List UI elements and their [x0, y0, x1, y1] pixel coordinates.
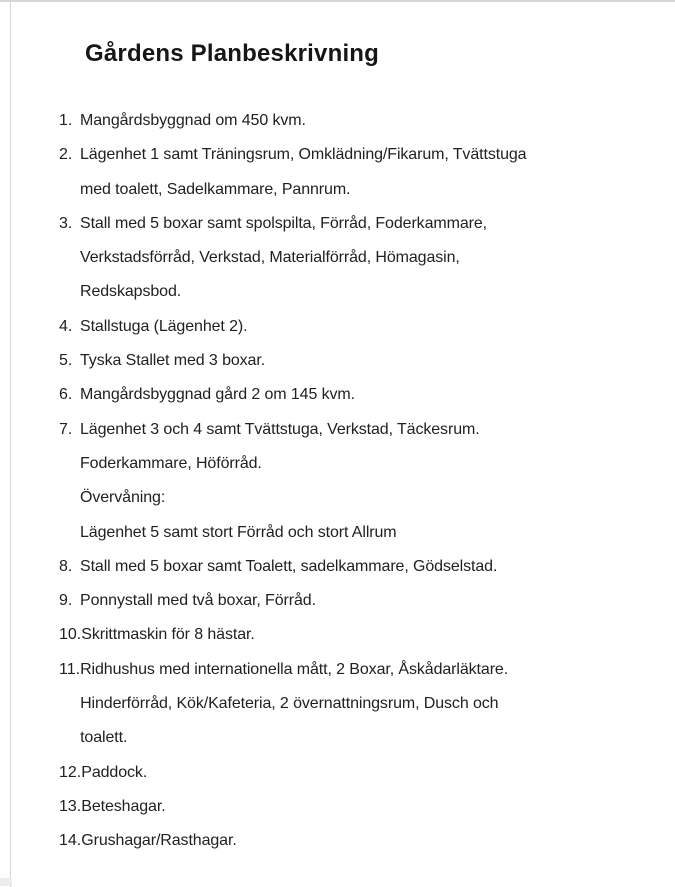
page-corner-mark: [0, 878, 12, 886]
list-item-text: [80, 378, 655, 412]
list-item-line: Paddock.: [81, 763, 148, 781]
list-item-number: 5.: [59, 352, 73, 370]
list-item-text: [81, 824, 655, 858]
list-item: [59, 344, 655, 378]
list-item-line: Stall med 5 boxar samt Toalett, sadelkammare, Gödselstad.: [80, 557, 498, 575]
list-item-number: 2.: [59, 146, 73, 164]
list-item-text: [80, 550, 655, 584]
list-item-line: Mangårdsbyggnad om 450 kvm.: [80, 112, 306, 129]
list-item: [59, 378, 655, 412]
list-item-line: Grushagar/Rasthagar.: [81, 832, 237, 850]
list-item-number: 9.: [59, 592, 73, 610]
list-item-number: 3.: [59, 214, 73, 232]
list-item-line: Foderkammare, Höförråd.: [80, 454, 262, 472]
list-item-number: 7.: [59, 420, 73, 438]
list-item-text: [80, 653, 655, 756]
list-item-number: 6.: [59, 386, 73, 404]
list-item-line: Lägenhet 1 samt Träningsrum, Omklädning/Fikarum, Tvättstuga: [80, 146, 527, 164]
list-item: [59, 550, 655, 584]
list-item: [59, 790, 655, 824]
list-item-number: 4.: [59, 317, 73, 335]
list-item-line: Stallstuga (Lägenhet 2).: [80, 317, 248, 335]
list-item-number: 13.: [59, 797, 82, 815]
list-item-line: Tyska Stallet med 3 boxar.: [80, 352, 266, 370]
list-item-number: 1.: [59, 112, 73, 129]
list-item-number: 11.: [59, 660, 81, 678]
list-item: [59, 618, 655, 652]
list-item-text: [80, 413, 655, 550]
list-item: [59, 653, 655, 756]
plan-list: [59, 104, 655, 859]
list-item-text: [81, 790, 655, 824]
page-left-border: [10, 2, 11, 887]
list-item: [59, 824, 655, 858]
list-item-line: Stall med 5 boxar samt spolspilta, Förråd, Foderkammare,: [80, 214, 488, 232]
list-item-line: Hinderförråd, Kök/Kafeteria, 2 övernattningsrum, Dusch och: [80, 695, 499, 713]
page-top-border: [0, 0, 675, 2]
list-item-line: Lägenhet 3 och 4 samt Tvättstuga, Verkstad, Täckesrum.: [80, 420, 480, 438]
list-item-line: Redskapsbod.: [80, 283, 182, 301]
list-item-text: [81, 756, 655, 790]
list-item-line: Övervåning:: [80, 489, 166, 507]
list-item-line: med toalett, Sadelkammare, Pannrum.: [80, 180, 351, 198]
list-item-line: Ponnystall med två boxar, Förråd.: [80, 592, 316, 610]
list-item-text: [80, 104, 655, 138]
list-item-line: Ridhushus med internationella mått, 2 Boxar, Åskådarläktare.: [80, 660, 509, 678]
list-item-line: Beteshagar.: [81, 797, 166, 815]
list-item-line: Lägenhet 5 samt stort Förråd och stort Allrum: [80, 523, 397, 541]
list-item: [59, 207, 655, 310]
list-item-text: [80, 584, 655, 618]
list-item-text: [81, 618, 655, 652]
list-item-text: [80, 207, 655, 310]
list-item: [59, 104, 655, 138]
list-item-number: 10.: [59, 626, 82, 644]
list-item-line: Verkstadsförråd, Verkstad, Materialförråd, Hömagasin,: [80, 249, 460, 267]
list-item: [59, 138, 655, 207]
list-item-number: 12.: [59, 763, 82, 781]
list-item: [59, 584, 655, 618]
list-item-line: toalett.: [80, 729, 128, 747]
list-item-text: [80, 344, 655, 378]
page-title: Gårdens Planbeskrivning: [85, 40, 380, 67]
list-item: [59, 756, 655, 790]
list-item-text: [80, 310, 655, 344]
list-item: [59, 413, 655, 550]
list-item-number: 14.: [59, 832, 82, 850]
list-item: [59, 310, 655, 344]
list-item-number: 8.: [59, 557, 73, 575]
list-item-text: [80, 138, 655, 207]
list-item-line: Mangårdsbyggnad gård 2 om 145 kvm.: [80, 386, 355, 404]
list-item-line: Skrittmaskin för 8 hästar.: [81, 626, 255, 644]
